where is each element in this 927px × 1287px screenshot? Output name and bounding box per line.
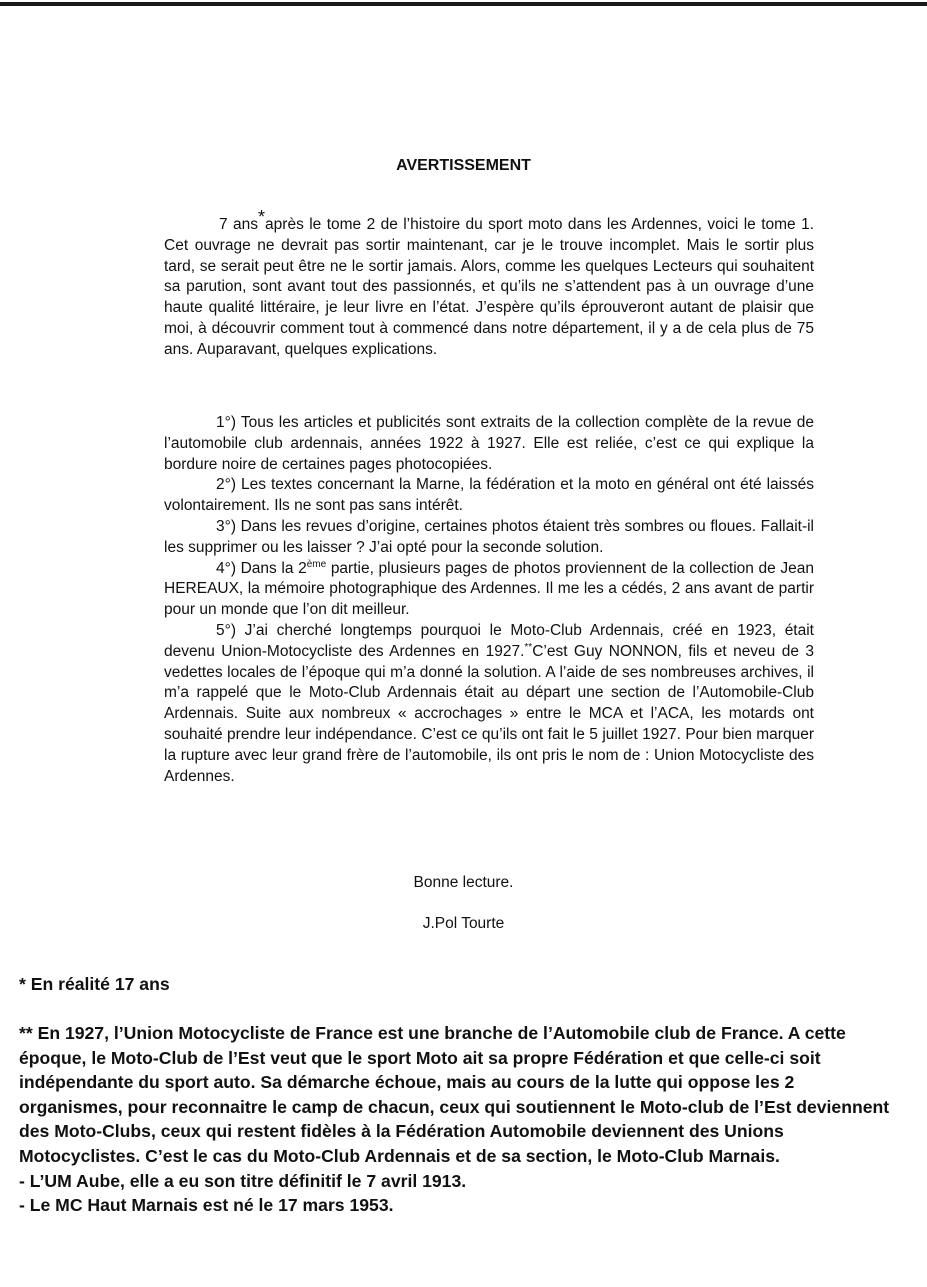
point-3: 3°) Dans les revues d’origine, certaines photos étaient très sombres ou floues. Fallait-il les supprimer ou les laisser ? J’ai opté pour la seconde solution. <box>164 517 814 556</box>
point-4-superscript: ème <box>306 558 327 570</box>
footnote-2-item-1: - L’UM Aube, elle a eu son titre définitif le 7 avril 1913. <box>19 1170 467 1191</box>
intro-paragraph <box>164 207 815 361</box>
point-5-end: C’est Guy NONNON, fils et neveu de 3 vedettes locales de l’époque qui m’a donné la solution. A l’aide de ses nombreuses archives, il m’a rappelé que le Moto-Club Ardennais était au départ une section de l’Automobile-Club Ardennais. Suite aux nombreux « accrochages » entre le MCA et l’ACA, les motards ont souhaité prendre leur indépendance. C’est ce qu’ils ont fait le 5 juillet 1927. Pour bien marquer la rupture avec leur grand frère de l’automobile, ils ont pris le nom de : Union Motocycliste des Ardennes. <box>164 642 814 785</box>
footnote-marker-star: * <box>258 207 266 227</box>
point-4-start: 4°) Dans la 2 <box>216 559 307 577</box>
author-signature: J.Pol Tourte <box>422 915 505 932</box>
explanations-block <box>164 413 814 787</box>
point-5-start: 5°) J’ai cherché longtemps pourquoi le Moto-Club Ardennais, créé en 1923, était devenu Union-Motocycliste des Ardennes en 1927. <box>164 621 814 660</box>
intro-rest: après le tome 2 de l’histoire du sport moto dans les Ardennes, voici le tome 1. Cet ouvrage ne devrait pas sortir maintenant, car je le trouve incomplet. Mais le sortir plus tard, se serait peut être ne le sortir jamais. Alors, comme les quelques Lecteurs qui souhaitent sa parution, sont avant tout des passionnés, et qu’ils ne s’attendent pas à un ouvrage d’une haute qualité littéraire, je leur livre en l’état. J’espère qu’ils éprouveront autant de plaisir que moi, à découvrir comment tout à commencé dans notre département, il y a de cela plus de 75 ans. Auparavant, quelques explications. <box>164 216 815 358</box>
footnote-marker-double-star: ** <box>524 641 533 653</box>
top-border-rule <box>0 2 927 6</box>
footnote-2-text: ** En 1927, l’Union Motocycliste de France est une branche de l’Automobile club de France. A cette époque, le Moto-Club de l’Est veut que le sport Moto ait sa propre Fédération et que celle-ci soit indépendante du sport auto. Sa démarche échoue, mais au cours de la lutte qui oppose les 2 organismes, pour reconnaitre le camp de chacun, ceux qui soutiennent le Moto-club de l’Est deviennent des Moto-Clubs, ceux qui restent fidèles à la Fédération Automobile deviennent des Unions Motocyclistes. C’est le cas du Moto-Club Ardennais et de sa section, le Moto-Club Marnais. <box>19 1023 890 1166</box>
point-4 <box>164 559 814 621</box>
greeting-line: Bonne lecture. <box>413 874 514 891</box>
intro-block <box>164 207 815 361</box>
point-2: 2°) Les textes concernant la Marne, la fédération et la moto en général ont été laissés volontairement. Ils ne sont pas sans intérêt. <box>164 476 814 515</box>
footnote-1: * En réalité 17 ans <box>19 974 170 994</box>
point-5 <box>164 621 814 787</box>
point-4-end: partie, plusieurs pages de photos proviennent de la collection de Jean HEREAUX, la mémoire photographique des Ardennes. Il me les a cédés, 2 ans avant de partir pour un monde que l’on dit meilleur. <box>164 559 814 619</box>
footnote-2-item-2: - Le MC Haut Marnais est né le 17 mars 1953. <box>19 1195 394 1216</box>
point-1: 1°) Tous les articles et publicités sont extraits de la collection complète de la revue de l’automobile club ardennais, années 1922 à 1927. Elle est reliée, c’est ce qui explique la bordure noire de certaines pages photocopiées. <box>164 414 814 473</box>
footnote-2 <box>19 1021 899 1218</box>
document-title: AVERTISSEMENT <box>396 157 531 174</box>
intro-lead: 7 ans <box>219 216 259 233</box>
